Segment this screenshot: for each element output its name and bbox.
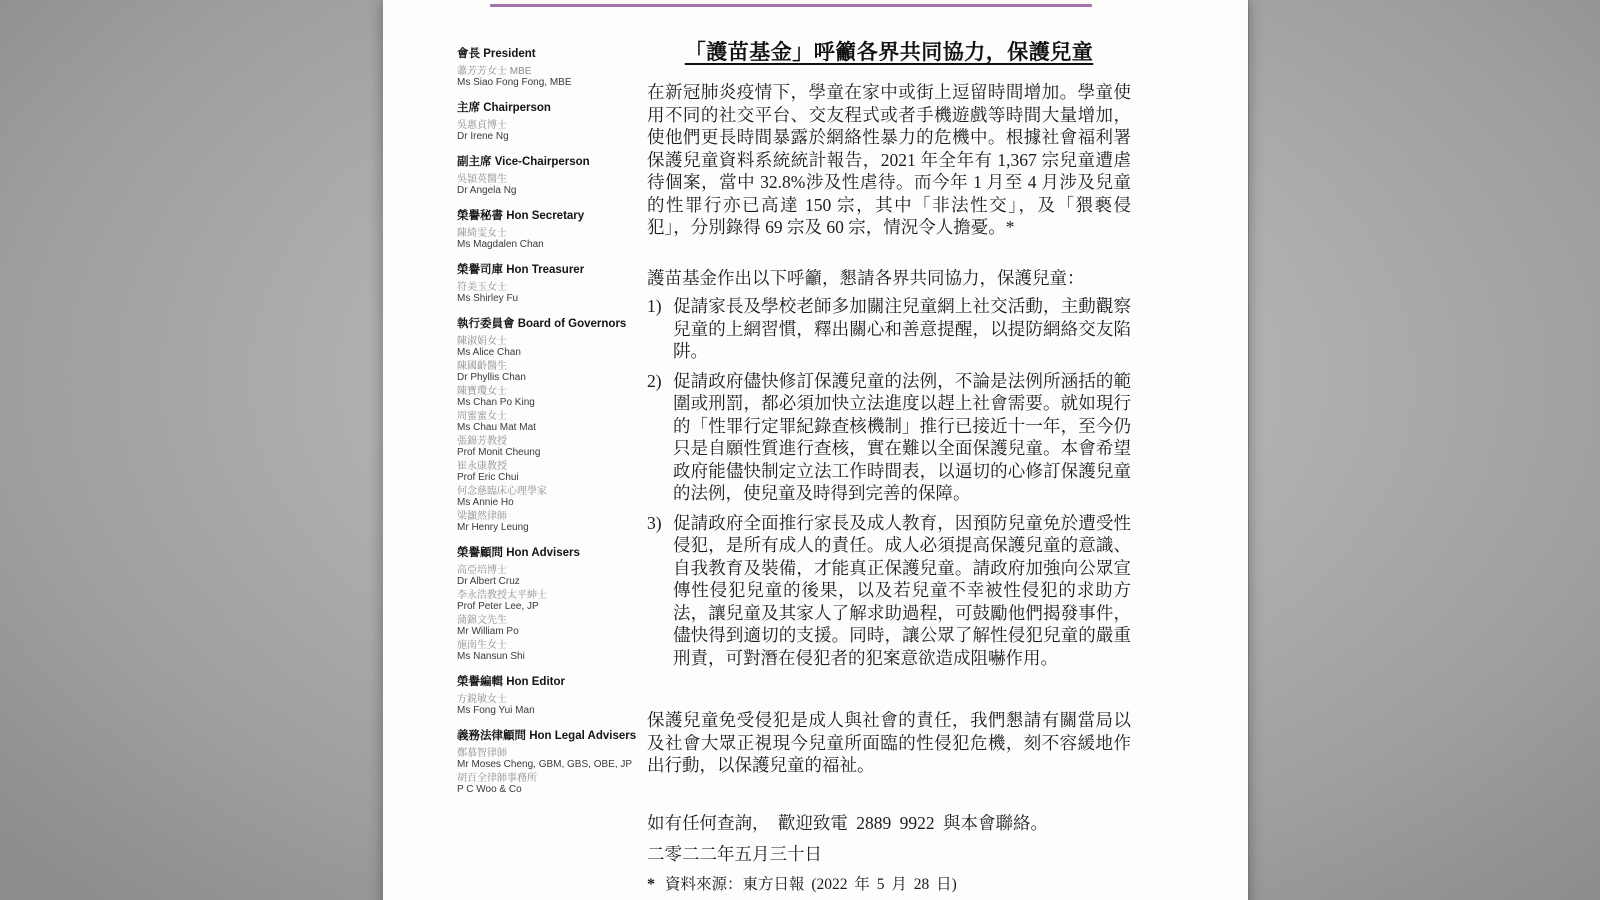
appeal-item-number: 1) [647,296,662,316]
sidebar-section [457,317,637,533]
member-name-chinese: 陳綺雯女士 [457,228,507,239]
footnote-source-text: 資料來源：東方日報 (2022 年 5 月 28 日) [665,875,957,893]
member-name-english: Prof Eric Chui [457,472,519,483]
sidebar-member-list [457,282,637,304]
member-name-english: Dr Phyllis Chan [457,372,526,383]
member-name-chinese: 施南生女士 [457,640,507,651]
member-name-english: P C Woo & Co [457,784,522,795]
member-name-chinese: 吳惠貞博士 [457,120,507,131]
appeal-item-text: 促請政府儘快修訂保護兒童的法例，不論是法例所涵括的範圍或刑罰，都必須加快立法進度以趕上社會需要。就如現行的「性罪行定罪紀錄查核機制」推行已接近十一年，至今仍只是自願性質進行查核，實在難以全面保護兒童。本會希望政府能儘快制定立法工作時間表，以逼切的心修訂保護兒童的法例，使兒童及時得到完善的保障。 [673,370,1131,503]
sidebar-section [457,155,637,196]
sidebar-member [457,461,637,483]
member-name-chinese: 周蜜蜜女士 [457,411,507,422]
member-name-english: Ms Magdalen Chan [457,239,544,250]
member-name-english: Ms Shirley Fu [457,293,519,304]
sidebar-section [457,263,637,304]
officers-sidebar [457,47,637,808]
member-name-chinese: 高亞培博士 [457,565,507,576]
sidebar-member [457,336,637,358]
member-name-english: Ms Fong Yui Man [457,705,535,716]
member-name-english: Ms Siao Fong Fong, MBE [457,77,572,88]
sidebar-member-list [457,565,637,662]
sidebar-member-list [457,748,637,795]
sidebar-member [457,120,637,142]
appeal-item-number: 3) [647,512,662,533]
member-name-english: Ms Alice Chan [457,347,521,358]
sidebar-section-heading: 副主席 Vice-Chairperson [457,156,590,168]
sidebar-section [457,546,637,662]
sidebar-member [457,773,637,795]
member-name-chinese: 蕭芳芳女士 MBE [457,66,532,77]
sidebar-member-list [457,120,637,142]
sidebar-section [457,101,637,142]
closing-paragraph: 保護兒童免受侵犯是成人與社會的責任，我們懇請有關當局以及社會大眾正視現今兒童所面臨的性侵犯危機，刻不容緩地作出行動，以保護兒童的福祉。 [647,710,1131,775]
sidebar-section-heading: 義務法律顧問 Hon Legal Advisers [457,730,637,742]
member-name-chinese: 方鋭敏女士 [457,694,507,705]
sidebar-section-heading: 榮譽秘書 Hon Secretary [457,210,585,222]
member-name-english: Mr Henry Leung [457,522,529,533]
member-name-chinese: 張錦芳教授 [457,436,507,447]
appeal-item [647,295,1131,363]
appeal-item-text: 促請政府全面推行家長及成人教育，因預防兒童免於遭受性侵犯，是所有成人的責任。成人必須提高保護兒童的意識、自我教育及裝備，才能真正保護兒童。請政府加強向公眾宣傳性侵犯兒童的後果，以及若兒童不幸被性侵犯的求助方法，讓兒童及其家人了解求助過程，可鼓勵他們揭發事件，儘快得到適切的支援。同時，讓公眾了解性侵犯兒童的嚴重刑責，可對潛在侵犯者的犯案意欲造成阻嚇作用。 [673,512,1131,668]
document-title: 「護苗基金」呼籲各界共同協力，保護兒童 [684,40,1094,64]
appeal-item [647,512,1131,670]
member-name-english: Prof Peter Lee, JP [457,601,539,612]
top-accent-rule [490,4,1092,7]
sidebar-member-list [457,174,637,196]
contact-line: 如有任何查詢， 歡迎致電 2889 9922 與本會聯絡。 [647,812,1048,833]
sidebar-member-list [457,336,637,533]
sidebar-section-heading: 執行委員會 Board of Governors [457,318,627,330]
member-name-english: Prof Monit Cheung [457,447,541,458]
sidebar-member-list [457,66,637,88]
footnote [647,875,1131,894]
member-name-english: Ms Chau Mat Mat [457,422,536,433]
appeal-item-text: 促請家長及學校老師多加關注兒童網上社交活動，主動觀察兒童的上網習慣，釋出關心和善意提醒，以提防網絡交友陷阱。 [673,296,1131,361]
member-name-english: Dr Albert Cruz [457,576,520,587]
member-name-english: Mr William Po [457,626,519,637]
sidebar-section [457,209,637,250]
document-page [383,0,1248,900]
member-name-chinese: 陳寶瓊女士 [457,386,507,397]
sidebar-member [457,174,637,196]
sidebar-member [457,694,637,716]
sidebar-member [457,66,637,88]
sidebar-section [457,47,637,88]
member-name-chinese: 李永浩教授太平紳士 [457,590,547,601]
sidebar-member [457,436,637,458]
sidebar-member [457,748,637,770]
member-name-chinese: 崔永康教授 [457,461,507,472]
sidebar-section-heading: 榮譽司庫 Hon Treasurer [457,264,585,276]
sidebar-section-heading: 榮譽顧問 Hon Advisers [457,547,580,559]
sidebar-member-list [457,694,637,716]
member-name-chinese: 胡百全律師事務所 [457,773,537,784]
intro-paragraph: 在新冠肺炎疫情下，學童在家中或街上逗留時間增加。學童使用不同的社交平台、交友程式或者手機遊戲等時間大量增加，使他們更長時間暴露於網絡性暴力的危機中。根據社會福利署保護兒童資料系統統計報告，2021 年全年有 1,367 宗兒童遭虐待個案，當中 32.8%涉及性虐待。而今年 1 月至 4 月涉及兒童的性罪行亦已高達 150 宗，其中「非法性交」，及「猥褻侵犯」，分別錄得 69 宗及 60 宗，情況令人擔憂。* [647,82,1131,237]
member-name-english: Ms Annie Ho [457,497,514,508]
member-name-english: Mr Moses Cheng, GBM, GBS, OBE, JP [457,759,633,770]
sidebar-member [457,590,637,612]
sidebar-member-list [457,228,637,250]
member-name-chinese: 梁灝然律師 [457,511,507,522]
date-line: 二零二二年五月三十日 [647,843,822,864]
sidebar-member [457,386,637,408]
member-name-chinese: 陳國齡醫生 [457,361,507,372]
member-name-chinese: 何念慈臨床心理學家 [457,486,547,497]
sidebar-member [457,361,637,383]
sidebar-member [457,511,637,533]
sidebar-member [457,640,637,662]
appeal-item [647,370,1131,505]
sidebar-member [457,282,637,304]
sidebar-section [457,675,637,716]
document-body [647,36,1131,894]
footnote-asterisk: * [647,875,655,893]
member-name-chinese: 陳淑娟女士 [457,336,507,347]
member-name-english: Dr Irene Ng [457,131,509,142]
sidebar-section-heading: 榮譽編輯 Hon Editor [457,676,565,688]
sidebar-member [457,486,637,508]
sidebar-member [457,411,637,433]
member-name-english: Dr Angela Ng [457,185,517,196]
member-name-chinese: 鄭慕智律師 [457,748,507,759]
member-name-chinese: 蒲錦文先生 [457,615,507,626]
appeal-list [647,295,1131,669]
member-name-chinese: 符美玉女士 [457,282,507,293]
sidebar-member [457,565,637,587]
appeal-intro-line: 護苗基金作出以下呼籲，懇請各界共同協力，保護兒童： [647,267,1085,288]
sidebar-member [457,228,637,250]
appeal-item-number: 2) [647,370,662,391]
sidebar-section [457,729,637,795]
sidebar-section-heading: 會長 President [457,48,536,60]
sidebar-member [457,615,637,637]
member-name-english: Ms Nansun Shi [457,651,525,662]
member-name-english: Ms Chan Po King [457,397,535,408]
member-name-chinese: 吳頴英醫生 [457,174,507,185]
sidebar-section-heading: 主席 Chairperson [457,102,551,114]
